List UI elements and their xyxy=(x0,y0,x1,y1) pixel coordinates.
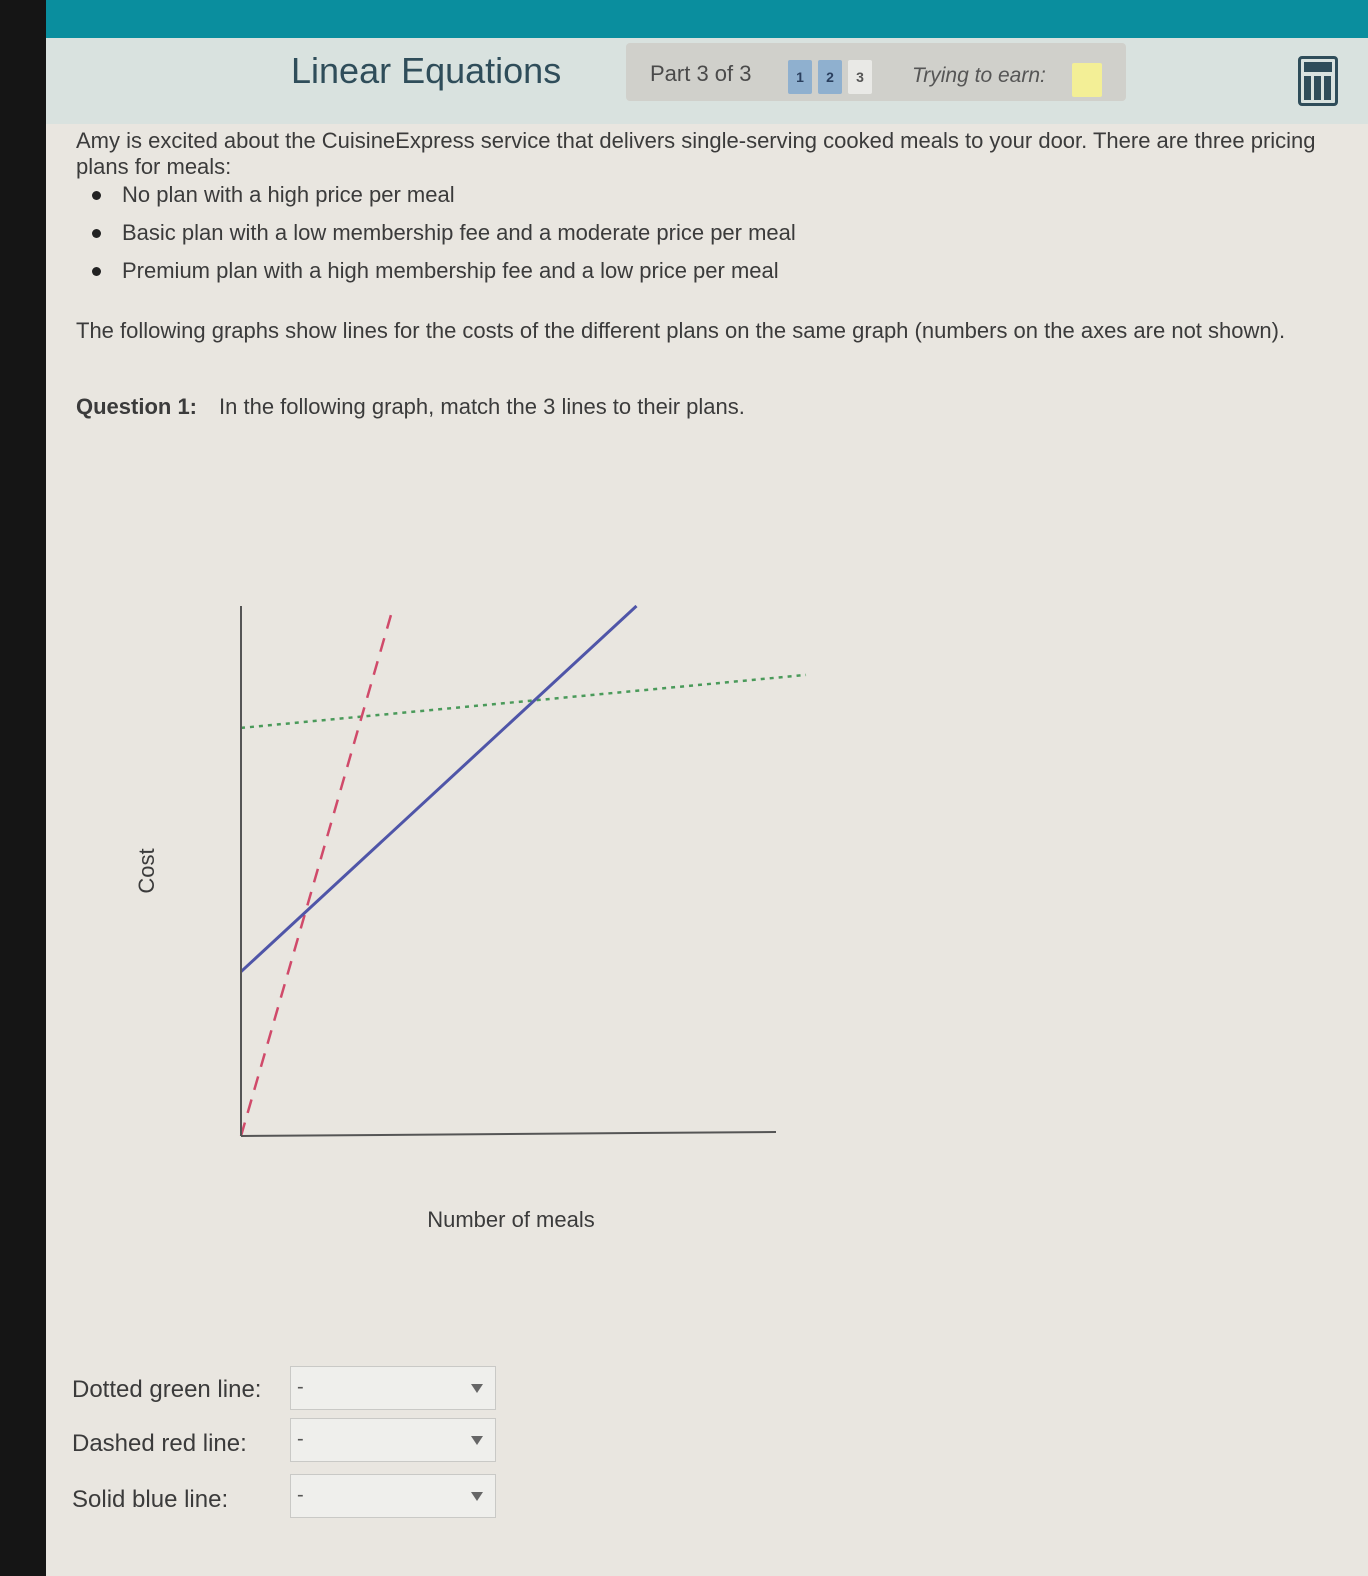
plan-list xyxy=(86,182,796,296)
cost-chart xyxy=(126,584,846,1234)
part-label: Part 3 of 3 xyxy=(650,61,752,86)
calculator-icon[interactable] xyxy=(1298,56,1338,106)
dotted-green-select[interactable] xyxy=(290,1366,496,1410)
select-value: - xyxy=(297,1484,304,1506)
y-axis-label: Cost xyxy=(134,848,159,894)
solid-blue-label: Solid blue line: xyxy=(72,1486,229,1513)
select-value: - xyxy=(297,1428,304,1450)
x-axis-label: Number of meals xyxy=(427,1207,595,1232)
step-1-button[interactable]: 1 xyxy=(788,60,812,94)
assignment-header xyxy=(46,38,1368,124)
plan-item: Premium plan with a high membership fee and a low price per meal xyxy=(86,258,796,296)
page-title: Linear Equations xyxy=(291,50,562,91)
dashed-series-line xyxy=(241,606,394,1136)
dashed-red-select[interactable] xyxy=(290,1418,496,1462)
dashed-red-label: Dashed red line: xyxy=(72,1430,247,1457)
question-1 xyxy=(76,394,745,420)
x-axis xyxy=(241,1132,776,1136)
plan-item: No plan with a high price per meal xyxy=(86,182,796,220)
chevron-down-icon xyxy=(471,1436,483,1445)
question-label: Question 1: xyxy=(76,394,198,419)
solid-series-line xyxy=(241,606,637,972)
part-indicator xyxy=(626,43,1126,101)
problem-intro: Amy is excited about the CuisineExpress service that delivers single-serving cooked meals to your door. There are three pricing plans for meals: xyxy=(76,128,1316,179)
question-text: In the following graph, match the 3 lines to their plans. xyxy=(219,394,745,419)
dotted-green-label: Dotted green line: xyxy=(72,1376,262,1403)
step-2-button[interactable]: 2 xyxy=(818,60,842,94)
plan-item: Basic plan with a low membership fee and a moderate price per meal xyxy=(86,220,796,258)
problem-content xyxy=(46,124,1368,1576)
top-bar xyxy=(46,0,1368,38)
select-value: - xyxy=(297,1376,304,1398)
solid-blue-select[interactable] xyxy=(290,1474,496,1518)
graphs-description: The following graphs show lines for the costs of the different plans on the same graph (numbers on the axes are not shown). xyxy=(76,318,1286,343)
chevron-down-icon xyxy=(471,1384,483,1393)
step-3-button[interactable]: 3 xyxy=(848,60,872,94)
earn-label: Trying to earn: xyxy=(912,64,1046,87)
earn-badge-icon xyxy=(1072,63,1102,97)
screen-bezel xyxy=(0,0,46,1576)
dotted-series-line xyxy=(241,675,806,728)
chevron-down-icon xyxy=(471,1492,483,1501)
